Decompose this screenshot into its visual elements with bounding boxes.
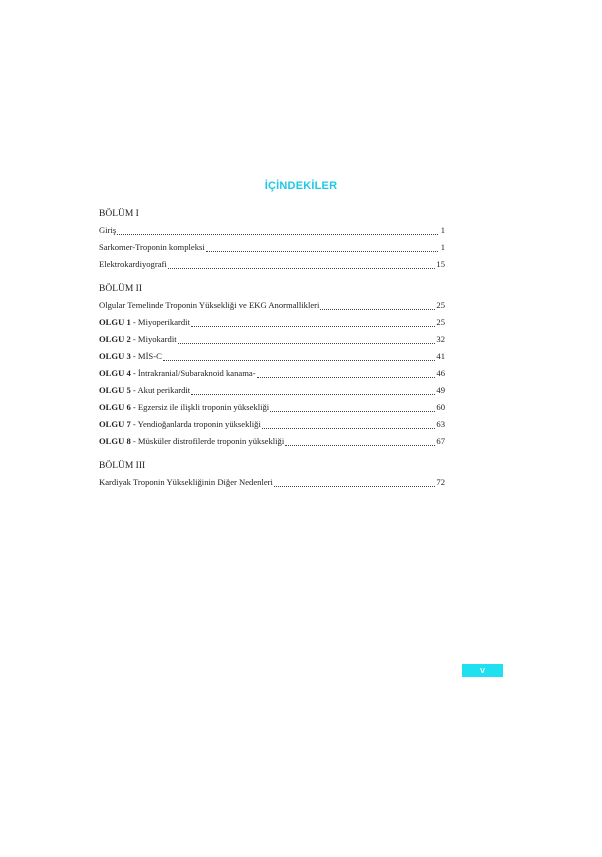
entry-page: 67 [436,436,445,446]
toc-entry[interactable] [99,384,445,397]
toc-entry[interactable] [99,241,445,254]
entry-page: 60 [436,402,445,412]
entry-label [99,333,177,346]
table-of-contents [99,208,445,493]
dot-leader [163,359,436,361]
entry-page: 1 [440,225,445,235]
entry-page: 41 [436,351,445,361]
case-number: OLGU 4 [99,368,131,378]
entry-label [99,316,190,329]
case-number: OLGU 1 [99,317,131,327]
section-bolum-1 [99,208,445,271]
case-number: OLGU 6 [99,402,131,412]
case-title: - Egzersiz ile ilişkli troponin yüksekliği [130,402,270,412]
toc-entry[interactable] [99,299,445,312]
dot-leader [178,342,436,344]
toc-entry[interactable] [99,316,445,329]
toc-entry[interactable] [99,224,445,237]
section-bolum-3 [99,460,445,489]
section-title: BÖLÜM I [99,209,139,219]
dot-leader [270,410,435,412]
case-title: - MİS-C [130,351,162,361]
dot-leader [285,444,435,446]
dot-leader [257,376,436,378]
entry-page: 25 [436,300,445,310]
entry-label [99,435,284,448]
case-title: - Miyokardit [130,334,177,344]
dot-leader [168,267,436,269]
entry-label [99,418,261,431]
case-title: - Akut perikardit [130,385,191,395]
dot-leader [262,427,436,429]
toc-entry[interactable] [99,476,445,489]
entry-label: Elektrokardiyografi [99,259,167,269]
entry-page: 32 [436,334,445,344]
case-number: OLGU 7 [99,419,131,429]
toc-entry[interactable] [99,418,445,431]
dot-leader [117,233,438,235]
entry-label: Olgular Temelinde Troponin Yüksekliği ve EKG Anormallikleri [99,300,320,310]
entry-label [99,384,190,397]
dot-leader [191,393,435,395]
case-title: - Yendioğanlarda troponin yüksekliği [130,419,261,429]
toc-entry[interactable] [99,333,445,346]
dot-leader [320,308,435,310]
entry-page: 49 [436,385,445,395]
entry-page: 1 [440,242,445,252]
case-number: OLGU 2 [99,334,131,344]
entry-label: Kardiyak Troponin Yüksekliğinin Diğer Nedenleri [99,477,273,487]
toc-entry[interactable] [99,350,445,363]
entry-page: 15 [436,259,445,269]
dot-leader [206,250,438,252]
toc-entry[interactable] [99,435,445,448]
entry-label: Sarkomer-Troponin kompleksi [99,242,205,252]
toc-entry[interactable] [99,367,445,380]
section-bolum-2 [99,283,445,448]
entry-label: Giriş [99,225,117,235]
entry-label [99,367,256,380]
page-number-badge: V [462,664,503,677]
section-title: BÖLÜM III [99,461,146,471]
toc-entry[interactable] [99,258,445,271]
case-title: - Müsküler distrofilerde troponin yüksekliği [130,436,285,446]
dot-leader [274,485,435,487]
case-number: OLGU 3 [99,351,131,361]
toc-title: İÇİNDEKİLER [264,180,338,192]
case-number: OLGU 5 [99,385,131,395]
case-title: - İntrakranial/Subaraknoid kanama- [130,368,256,378]
entry-page: 25 [436,317,445,327]
section-title: BÖLÜM II [99,284,143,294]
entry-label [99,350,162,363]
entry-page: 63 [436,419,445,429]
entry-label [99,401,269,414]
dot-leader [191,325,435,327]
case-title: - Miyoperikardit [130,317,190,327]
entry-page: 46 [436,368,445,378]
entry-page: 72 [436,477,445,487]
toc-entry[interactable] [99,401,445,414]
case-number: OLGU 8 [99,436,131,446]
